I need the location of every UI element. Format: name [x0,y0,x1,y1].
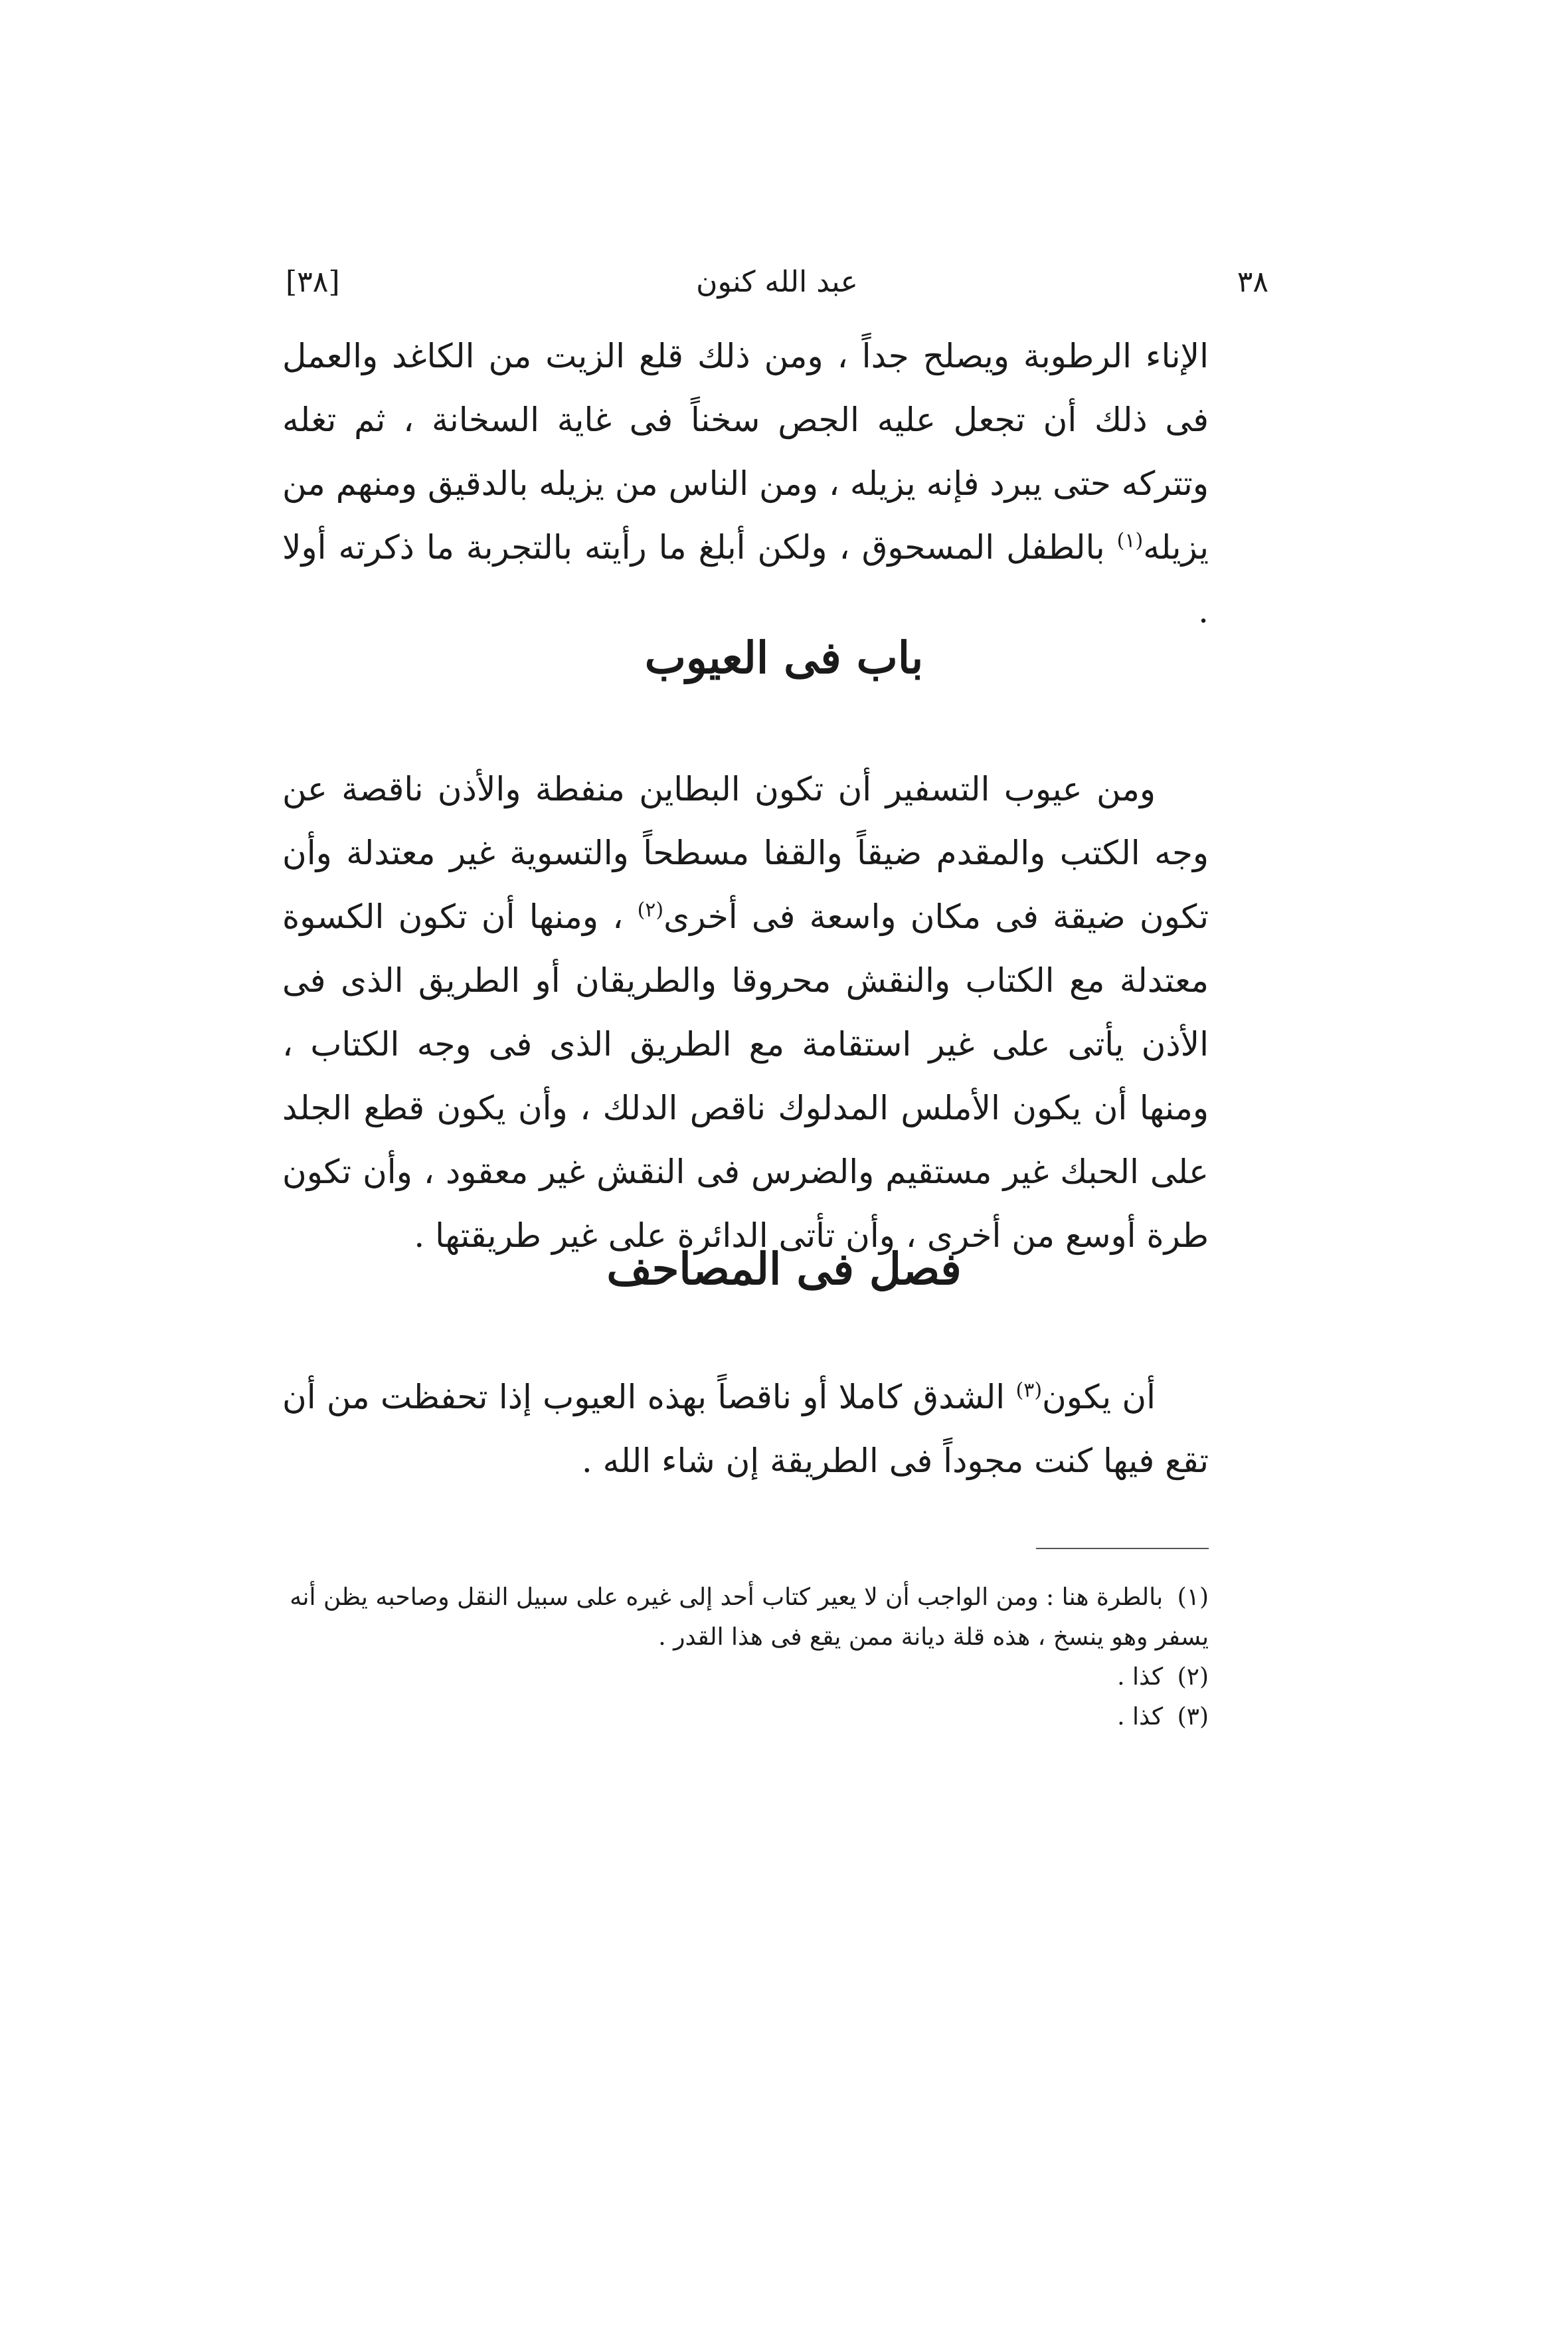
paragraph-line: ولكن أبلغ ما رأيته بالتجربة ما ذكرته أولا . [282,528,1209,630]
running-head [279,256,1275,309]
paragraph-line: الإناء الرطوبة ويصلح جداً ، ومن ذلك قلع الزيت من الكاغد والعمل فى ذلك [282,337,1209,439]
paragraph-line: بالطفل المسحوق ، [839,528,1105,567]
paragraph-text: الشدق كاملا أو ناقصاً بهذه العيوب إذا تحفظت من أن تقع فيها كنت مجوداً فى الطريقة إن شاء الله . [282,1378,1209,1480]
footnote-number: (٣) [1177,1703,1209,1730]
section-paragraph [282,1365,1209,1493]
footnote [282,1578,1209,1657]
footnote-text: بالطرة هنا : ومن الواجب أن لا يعير كتاب أحد إلى غيره على سبيل النقل وصاحبه يظن أنه يسفر وهو ينسخ ، هذه قلة ديانة ممن يقع فى هذا القدر . [290,1584,1209,1651]
section-heading: باب فى العيوب [644,632,924,684]
opening-paragraph [282,324,1209,643]
section-heading: فصل فى المصاحف [606,1243,962,1295]
footnote-reference: (١) [1116,529,1144,553]
footnote-divider [1036,1548,1209,1549]
footnote [282,1657,1209,1697]
footnote-text: كذا . [1117,1703,1164,1730]
paragraph-line: يزيله ، ومن الناس من يزيله بالدقيق ومنهم من يزيله [282,464,1209,567]
author-name: عبد الله كنون [696,265,858,299]
footnote-number: (٢) [1177,1663,1209,1691]
footnote-reference: (٢) [637,898,664,922]
paragraph-text: ، ومنها أن تكون الكسوة معتدلة مع الكتاب والنقش محروقا والطريقان أو الطريق الذى فى الأذن يأتى على غير استقامة مع الطريق الذى فى وجه الكتاب ، ومنها أن يكون الأملس المدلوك ناقص الدلك ، وأن يكون قطع الجلد على الحبك غير مستقيم والضرس فى النقش غير معقود ، وأن تكون طرة أوسع من أخرى ، وأن تأتى الدائرة على غير طريقتها . [282,897,1209,1255]
footnote [282,1697,1209,1737]
paragraph-text: ومن عيوب التسفير أن تكون البطاين منفطة والأذن ناقصة عن وجه الكتب والمقدم ضيقاً والقفا مسطحاً والتسوية غير معتدلة وأن تكون ضيقة فى مكان واسعة فى أخرى [282,770,1209,936]
footnote-text: كذا . [1117,1663,1164,1691]
bracketed-page-number: [٣٨] [286,265,340,299]
section-paragraph [282,757,1209,1267]
paragraph-line: أن تجعل عليه الجص سخناً فى غاية السخانة ، ثم تغله وتتركه حتى يبرد فإنه [282,401,1209,503]
footnote-reference: (٣) [1015,1378,1043,1402]
paragraph-text: أن يكون [1042,1378,1156,1416]
footnotes [282,1578,1209,1737]
page-number: ٣٨ [1237,265,1268,299]
footnote-number: (١) [1177,1584,1209,1611]
